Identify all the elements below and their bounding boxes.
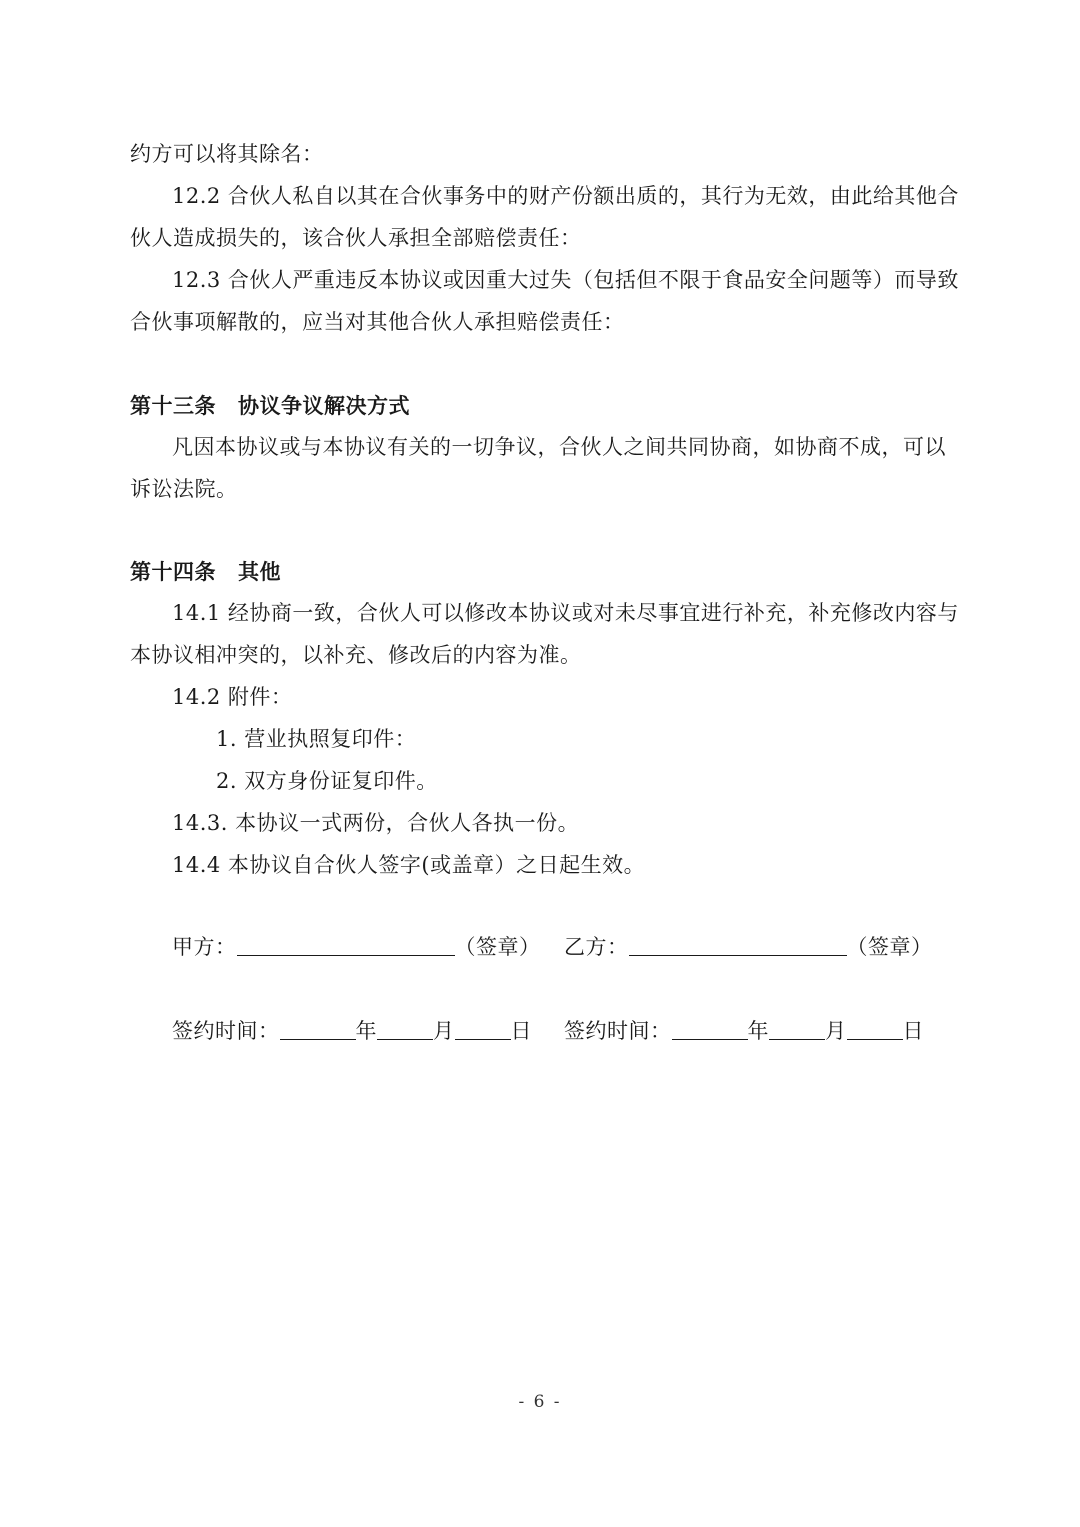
party-b-day-blank[interactable]: [847, 1017, 903, 1040]
party-b-signature-blank[interactable]: [629, 933, 847, 956]
party-a-day-blank[interactable]: [455, 1017, 511, 1040]
party-b-seal-note: （签章）: [846, 935, 933, 959]
article-14-number: 第十四条: [130, 560, 216, 584]
article-13-number: 第十三条: [130, 394, 216, 418]
clause-12-3-line-1: 12.3 合伙人严重违反本协议或因重大过失（包括但不限于食品安全问题等）而导致: [172, 268, 959, 292]
party-a-year-label: 年: [355, 1019, 377, 1043]
party-a-day-label: 日: [510, 1019, 532, 1043]
party-b-signature: [564, 932, 933, 962]
attachment-2: 2. 双方身份证复印件。: [216, 769, 438, 793]
party-b-label: 乙方：: [564, 935, 629, 959]
party-b-day-label: 日: [902, 1019, 924, 1043]
party-a-seal-note: （签章）: [454, 935, 541, 959]
page-number: - 6 -: [518, 1392, 562, 1412]
party-b-date: [564, 1016, 924, 1046]
clause-14-1-line-2: 本协议相冲突的，以补充、修改后的内容为准。: [130, 643, 582, 667]
party-b-year-blank[interactable]: [672, 1017, 748, 1040]
clause-12-2-line-2: 伙人造成损失的，该合伙人承担全部赔偿责任：: [130, 226, 582, 250]
party-b-month-blank[interactable]: [769, 1017, 825, 1040]
party-a-month-blank[interactable]: [377, 1017, 433, 1040]
party-a-signature: [172, 932, 541, 962]
party-b-month-label: 月: [825, 1019, 847, 1043]
party-a-year-blank[interactable]: [280, 1017, 356, 1040]
article-13-title: 协议争议解决方式: [238, 394, 410, 418]
clause-14-2: 14.2 附件：: [172, 685, 293, 709]
clause-14-1-line-1: 14.1 经协商一致，合伙人可以修改本协议或对未尽事宜进行补充，补充修改内容与: [172, 601, 959, 625]
article-13-body-line-1: 凡因本协议或与本协议有关的一切争议，合伙人之间共同协商，如协商不成，可以: [172, 435, 946, 459]
clause-12-3-line-2: 合伙事项解散的，应当对其他合伙人承担赔偿责任：: [130, 310, 625, 334]
party-b-date-label: 签约时间：: [564, 1019, 672, 1043]
attachment-1: 1. 营业执照复印件：: [216, 727, 417, 751]
clause-14-4: 14.4 本协议自合伙人签字(或盖章）之日起生效。: [172, 853, 646, 877]
paragraph-line: 约方可以将其除名：: [130, 142, 324, 166]
article-13-heading: [130, 391, 410, 421]
party-a-date-label: 签约时间：: [172, 1019, 280, 1043]
party-b-year-label: 年: [747, 1019, 769, 1043]
clause-14-3: 14.3. 本协议一式两份，合伙人各执一份。: [172, 811, 580, 835]
party-a-date: [172, 1016, 532, 1046]
party-a-month-label: 月: [433, 1019, 455, 1043]
party-a-signature-blank[interactable]: [237, 933, 455, 956]
article-14-heading: [130, 557, 281, 587]
clause-12-2-line-1: 12.2 合伙人私自以其在合伙事务中的财产份额出质的，其行为无效，由此给其他合: [172, 184, 959, 208]
article-14-title: 其他: [238, 560, 281, 584]
party-a-label: 甲方：: [172, 935, 237, 959]
article-13-body-line-2: 诉讼法院。: [130, 477, 238, 501]
